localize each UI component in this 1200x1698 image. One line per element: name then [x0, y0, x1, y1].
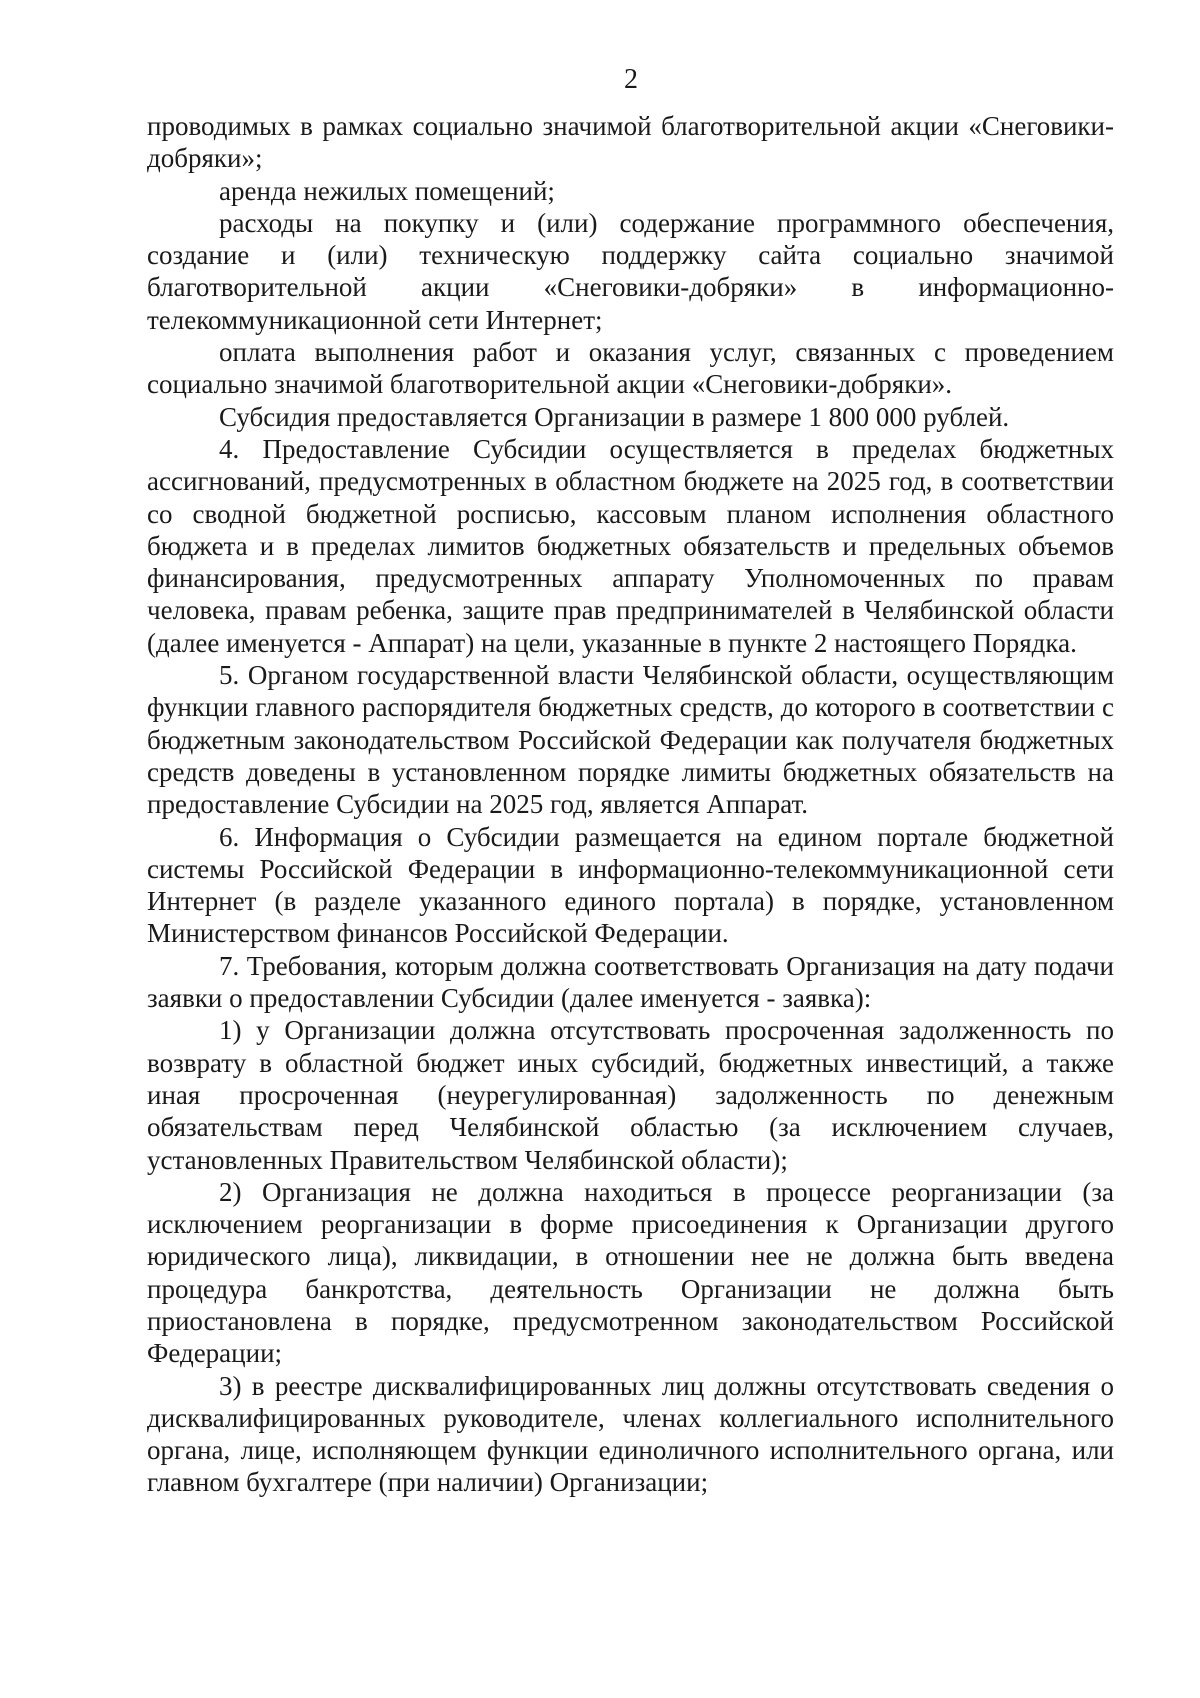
paragraph-item-6: 6. Информация о Субсидии размещается на едином портале бюджетной системы Российской Федерации в информационно-телекоммуникационной сети Интернет (в разделе указанного единого портала) в порядке, установленном Министерством финансов Российской Федерации.	[147, 821, 1114, 949]
paragraph-item-4: 4. Предоставление Субсидии осуществляется в пределах бюджетных ассигнований, предусмотренных в областном бюджете на 2025 год, в соответствии со сводной бюджетной росписью, кассовым планом исполнения областного бюджета и в пределах лимитов бюджетных обязательств и предельных объемов финансирования, предусмотренных аппарату Уполномоченных по правам человека, правам ребенка, защите прав предпринимателей в Челябинской области (далее именуется - Аппарат) на цели, указанные в пункте 2 настоящего Порядка.	[147, 433, 1114, 658]
paragraph-item-7: 7. Требования, которым должна соответствовать Организация на дату подачи заявки о предоставлении Субсидии (далее именуется - заявка):	[147, 950, 1114, 1014]
paragraph-services-payment: оплата выполнения работ и оказания услуг, связанных с проведением социально значимой благотворительной акции «Снеговики-добряки».	[147, 337, 1114, 400]
page-number: 2	[624, 64, 638, 95]
paragraph-rent: аренда нежилых помещений;	[219, 175, 555, 206]
paragraph-requirement-2: 2) Организация не должна находиться в процессе реорганизации (за исключением реорганизации в форме присоединения к Организации другого юридического лица), ликвидации, в отношении нее не должна быть введена процедура банкротства, деятельность Организации не должна быть приостановлена в порядке, предусмотренном законодательством Российской Федерации;	[147, 1176, 1114, 1369]
paragraph-item-5: 5. Органом государственной власти Челябинской области, осуществляющим функции главного распорядителя бюджетных средств, до которого в соответствии с бюджетным законодательством Российской Федерации как получателя бюджетных средств доведены в установленном порядке лимиты бюджетных обязательств на предоставление Субсидии на 2025 год, является Аппарат.	[147, 660, 1114, 820]
paragraph-subsidy-amount: Субсидия предоставляется Организации в размере 1 800 000 рублей.	[219, 401, 1010, 432]
paragraph-requirement-1: 1) у Организации должна отсутствовать просроченная задолженность по возврату в областной бюджет иных субсидий, бюджетных инвестиций, а также иная просроченная (неурегулированная) задолженность по денежным обязательствам перед Челябинской областью (за исключением случаев, установленных Правительством Челябинской области);	[147, 1015, 1114, 1175]
paragraph-continuation: проводимых в рамках социально значимой благотворительной акции «Снеговики-добряки»;	[147, 111, 1114, 174]
document-body	[147, 110, 1114, 1499]
paragraph-requirement-3: 3) в реестре дисквалифицированных лиц должны отсутствовать сведения о дисквалифицированных руководителе, членах коллегиального исполнительного органа, лице, исполняющем функции единоличного исполнительного органа, или главном бухгалтере (при наличии) Организации;	[147, 1370, 1114, 1498]
paragraph-software-expenses: расходы на покупку и (или) содержание программного обеспечения, создание и (или) техническую поддержку сайта социально значимой благотворительной акции «Снеговики-добряки» в информационно-телекоммуникационной сети Интернет;	[147, 207, 1114, 335]
